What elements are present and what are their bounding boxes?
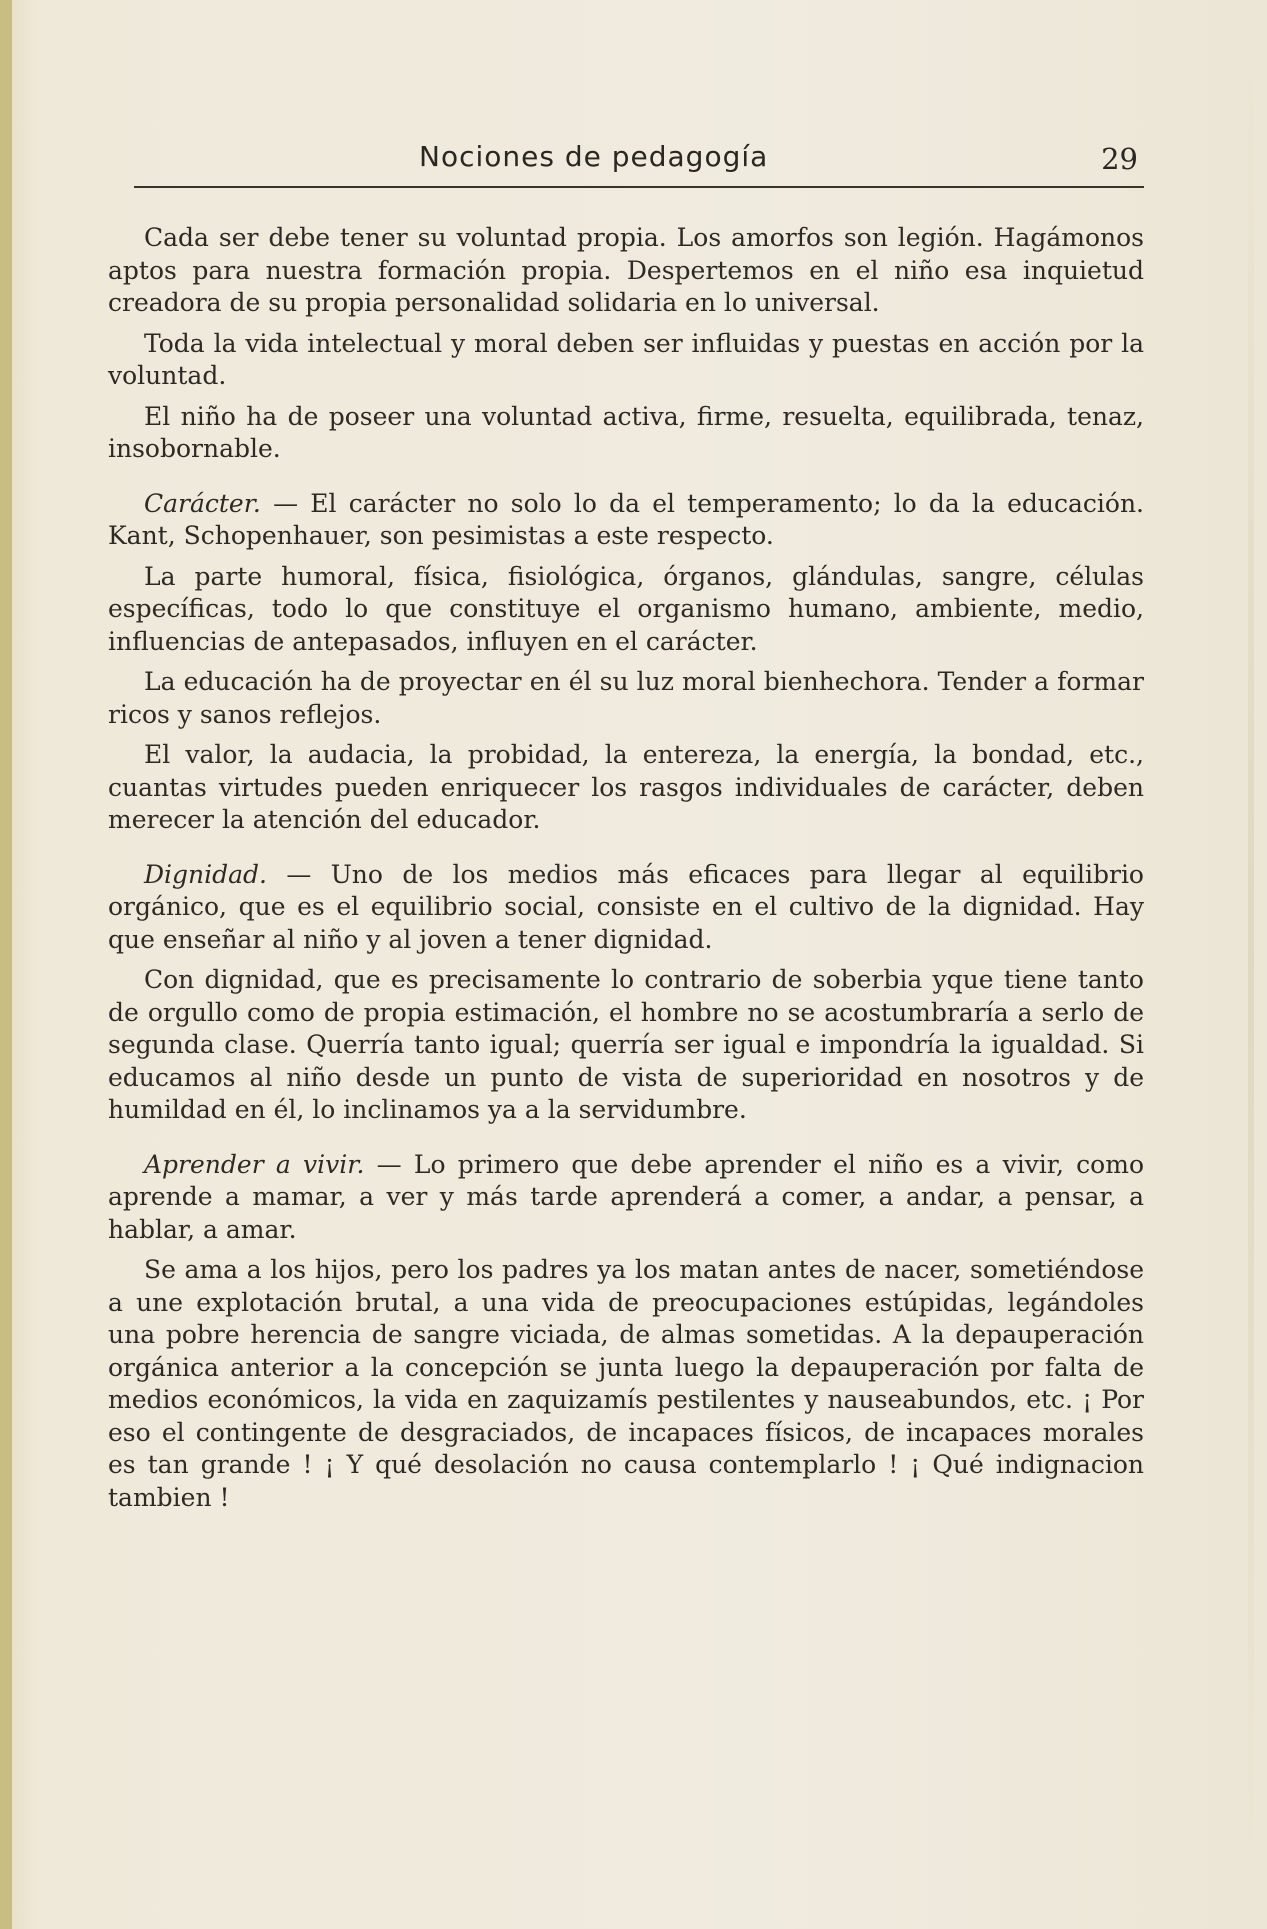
paragraph-caracter-text: — El carácter no solo lo da el temperamento; lo da la educación. Kant, Schopenhauer, son pesimistas a este respecto. — [108, 488, 1144, 550]
running-header-title: Nociones de pedagogía — [419, 140, 769, 173]
paragraph-voluntad-propia: Cada ser debe tener su voluntad propia. Los amorfos son legión. Hagámonos aptos para nuestra formación propia. Despertemos en el niño esa inquietud creadora de su propia personalidad solidaria en lo universal. — [108, 223, 1144, 317]
section-heading-dignidad: Dignidad. — [144, 859, 267, 889]
body-text — [108, 222, 1144, 1522]
section-heading-aprender-a-vivir: Aprender a vivir. — [144, 1149, 365, 1179]
paragraph-caracter — [108, 488, 1144, 553]
paragraph-virtudes: El valor, la audacia, la probidad, la entereza, la energía, la bondad, etc., cuantas virtudes pueden enriquecer los rasgos individuales de carácter, deben merecer la atención del educador. — [108, 740, 1144, 834]
page-spine-edge — [0, 0, 12, 1929]
paragraph-se-ama-a-los-hijos: Se ama a los hijos, pero los padres ya los matan antes de nacer, sometiéndose a une explotación brutal, a una vida de preocupaciones estúpidas, legándoles una pobre herencia de sangre viciada, de almas sometidas. A la depauperación orgánica anterior a la concepción se junta luego la depauperación por falta de medios económicos, la vida en zaquizamís pestilentes y nauseabundos, etc. ¡ Por eso el contingente de desgraciados, de incapaces físicos, de incapaces morales es tan grande ! ¡ Y qué desolación no causa contemplarlo ! ¡ Qué indignacion tambien ! — [108, 1255, 1144, 1512]
section-heading-caracter: Carácter. — [144, 488, 261, 518]
paragraph-voluntad-activa: El niño ha de poseer una voluntad activa, firme, resuelta, equilibrada, tenaz, insobornable. — [108, 401, 1144, 463]
paragraph-dignidad — [108, 859, 1144, 957]
paragraph-luz-moral: La educación ha de proyectar en él su luz moral bienhechora. Tender a formar ricos y sanos reflejos. — [108, 667, 1144, 729]
paragraph-parte-humoral: La parte humoral, física, fisiológica, órganos, glándulas, sangre, células específicas, todo lo que constituye el organismo humano, ambiente, medio, influencias de antepasados, influyen en el carácter. — [108, 561, 1144, 656]
page-right-edge — [1248, 20, 1254, 1900]
paragraph-dignidad-text: — Uno de los medios más eficaces para llegar al equilibrio orgánico, que es el equilibrio social, consiste en el cultivo de la dignidad. Hay que enseñar al niño y al joven a tener dignidad. — [108, 859, 1144, 954]
paragraph-aprender-a-vivir — [108, 1149, 1144, 1247]
paragraph-aprender-a-vivir-text: — Lo primero que debe aprender el niño es a vivir, como aprende a mamar, a ver y más tarde aprenderá a comer, a andar, a pensar, a hablar, a amar. — [108, 1149, 1144, 1244]
running-header — [134, 136, 1144, 188]
page-number: 29 — [1101, 142, 1138, 176]
paragraph-vida-intelectual: Toda la vida intelectual y moral deben ser influidas y puestas en acción por la voluntad. — [108, 328, 1144, 390]
paragraph-con-dignidad: Con dignidad, que es precisamente lo contrario de soberbia yque tiene tanto de orgullo como de propia estimación, el hombre no se acostumbraría a serlo de segunda clase. Querría tanto igual; querría ser igual e impondría la igualdad. Si educamos al niño desde un punto de vista de superioridad en nosotros y de humildad en él, lo inclinamos ya a la servidumbre. — [108, 965, 1144, 1124]
